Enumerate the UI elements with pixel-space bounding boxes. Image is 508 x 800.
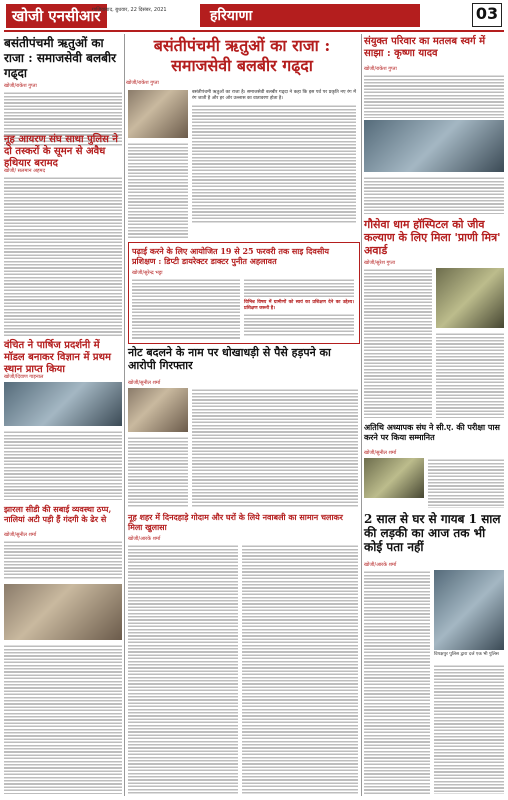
center-box-lines-right — [244, 278, 354, 298]
right-mid-photo — [436, 268, 504, 328]
nuh-body — [128, 544, 238, 794]
left-mid-body — [4, 176, 122, 336]
notebandi-lines — [192, 388, 358, 508]
lead-body-text: बसंतीपंचमी ऋतुओं का राजा है। समाजसेवी बलबीर गढ्दा ने कहा कि इस पर्व पर प्रकृति नए रंग में रंग जाती है और हर ओर उल्लास का वातावरण होता है। — [192, 90, 356, 101]
left-bottom-headline-box — [4, 504, 122, 530]
notebandi-body — [192, 388, 358, 508]
center-box-lines-left — [132, 278, 240, 340]
left-bottom-body2 — [4, 644, 122, 794]
column-divider-1 — [124, 34, 125, 796]
teacher-photo — [364, 458, 424, 498]
nuh-body2 — [242, 544, 358, 794]
left-vaccine-lines — [4, 430, 122, 500]
nuh-byline-box — [128, 534, 358, 542]
lead-byline-box — [126, 78, 358, 86]
lead-body-col2-lines — [128, 142, 188, 238]
left-vaccine-byline: खोजी/दिवाण गाइनाल — [4, 374, 44, 380]
right-mid-headline: गौसेवा धाम हॉस्पिटल को जीव कल्याण के लिए मिला 'प्राणी मित्र' अवार्ड — [364, 218, 501, 257]
left-vaccine-photo — [4, 382, 122, 426]
lead-body — [192, 90, 356, 238]
center-box-lines-right2 — [244, 313, 354, 337]
right-top-headline: संयुक्त परिवार का मतलब स्वर्ग में साझा : कृष्णा यादव — [364, 36, 486, 59]
notebandi-byline-box — [128, 378, 358, 386]
center-box-headline-wrap — [132, 246, 354, 268]
left-mid-byline-box — [4, 166, 122, 174]
notebandi-byline: खोजी/सुनील शर्मा — [128, 380, 161, 386]
right-mid-headline-box — [364, 218, 504, 258]
center-box-byline-wrap — [132, 268, 354, 276]
teacher-headline: अतिथि अध्यापक संघ ने सी.ए. की परीक्षा पास करने पर किया सम्मानित — [364, 422, 500, 442]
missing-body2 — [434, 664, 504, 794]
page-number: 03 — [472, 3, 502, 27]
lead-headline-box — [126, 36, 358, 76]
left-mid-headline: नूह आयरण संघ साथा पुलिस ने दो तस्करों के सूमन से अवैध हथियार बरामद — [4, 134, 118, 169]
right-mid-byline-box — [364, 258, 504, 266]
missing-headline-box — [364, 512, 504, 560]
nuh-lines2 — [242, 544, 358, 794]
left-top-headline: बसंतीपंचमी ऋतुओं का राजा : समाजसेवी बलबीर गढ्दा — [4, 36, 117, 80]
dateline: गाज़ियाबाद, बुधवार, 22 दिसंबर, 2021 — [92, 7, 167, 13]
nuh-headline-box — [128, 512, 358, 534]
teacher-headline-box — [364, 422, 504, 448]
nuh-byline: खोजी/आरके शर्मा — [128, 536, 161, 542]
notebandi-photo — [128, 388, 188, 432]
left-bottom-body — [4, 540, 122, 580]
left-vaccine-headline: वंचित ने पार्षिज प्रदर्शनी में मॉडल बनाकर विज्ञान में प्रथम स्थान प्राप्त किया — [4, 340, 111, 375]
teacher-byline-box — [364, 448, 504, 456]
missing-headline: 2 साल से घर से गायब 1 साल की लड़की का आज तक भी कोई पता नहीं — [364, 512, 501, 554]
lead-byline: खोजी/राकेश गुप्ता — [126, 80, 159, 86]
left-bottom-headline: झारला सीडी की सबाई व्यवस्था ठप्प, नालियां अटी पड़ी हैं गंदगी के ढेर से — [4, 504, 112, 524]
notebandi-headline: नोट बदलने के नाम पर धोखाधड़ी से पैसे हड़पने का आरोपी गिरफ्तार — [128, 346, 331, 372]
left-vaccine-byline-box — [4, 372, 122, 380]
lead-headline: बसंतीपंचमी ऋतुओं का राजा : समाजसेवी बलबीर गढ्दा — [153, 36, 331, 75]
right-mid-body2 — [436, 332, 504, 418]
right-top-body2 — [364, 176, 504, 214]
right-top-byline-box — [364, 64, 504, 72]
column-divider-2 — [361, 34, 362, 796]
notebandi-body2 — [128, 436, 188, 508]
left-bottom-photo — [4, 584, 122, 640]
right-top-body — [364, 74, 504, 118]
right-top-lines — [364, 74, 504, 118]
nuh-lines — [128, 544, 238, 794]
right-mid-lines2 — [436, 332, 504, 418]
header-rule — [4, 30, 504, 32]
notebandi-lines2 — [128, 436, 188, 508]
left-mid-headline-box — [4, 134, 122, 169]
center-box-body-left — [132, 278, 240, 340]
left-top-byline: खोजी/राकेश गुप्ता — [4, 83, 37, 89]
lead-body-lines — [192, 104, 356, 224]
center-box-headline: पढ़ाई करने के लिए आयोजित 19 से 25 फरवरी तक साइ दिवसीय प्रशिक्षण : डिप्टी डायरेक्टर डाक्टर पुनीत अहलावत — [132, 246, 329, 266]
right-mid-lines — [364, 268, 432, 418]
right-top-byline: खोजी/राकेश गुप्ता — [364, 66, 397, 72]
lead-body-col2 — [128, 142, 188, 238]
missing-photo — [434, 570, 504, 650]
missing-byline: खोजी/आरके शर्मा — [364, 562, 397, 568]
right-top-lines2 — [364, 176, 504, 214]
teacher-byline: खोजी/सुनील शर्मा — [364, 450, 397, 456]
masthead-bar — [0, 0, 508, 30]
left-mid-lines — [4, 176, 122, 336]
missing-lines — [364, 570, 430, 794]
missing-caption: विपक्षपुर पुलिस द्वारा दर्ज एक भी पुलिस — [434, 652, 499, 657]
missing-caption-box — [434, 652, 504, 662]
missing-lines2 — [434, 664, 504, 794]
lead-photo — [128, 90, 188, 138]
left-bottom-byline: खोजी/सुनील शर्मा — [4, 532, 37, 538]
missing-byline-box — [364, 560, 504, 568]
missing-body — [364, 570, 430, 794]
right-mid-body — [364, 268, 432, 418]
nuh-headline: नूह शहर में दिनदहाड़े गोदाम और घरों के लिये नवाबली का सामान चलाकर मिला खुलासा — [128, 512, 343, 532]
left-vaccine-headline-box — [4, 340, 122, 375]
center-box-byline: खोजी/सुरेन्द्र भट्टा — [132, 270, 163, 276]
teacher-lines — [428, 458, 504, 508]
center-box-body-right — [244, 278, 354, 340]
highlight-box: विभिन्न विषय में ग्रामीणों को स्वयं का प्रशिक्षण देने का उद्देश्य। प्रशिक्षण जरूरी है। — [244, 300, 354, 311]
masthead-logo: खोजी एनसीआर — [6, 4, 107, 28]
right-mid-byline: खोजी/सुरेश गुप्ता — [364, 260, 395, 266]
left-mid-byline: खोजी/ सलमान अहमद — [4, 168, 46, 174]
left-bottom-byline-box — [4, 530, 122, 538]
left-bottom-lines — [4, 540, 122, 580]
left-vaccine-body — [4, 430, 122, 500]
notebandi-headline-box — [128, 346, 358, 376]
section-title: हरियाणा — [200, 4, 420, 27]
right-top-photo — [364, 120, 504, 172]
teacher-body — [428, 458, 504, 508]
left-top-article — [4, 36, 122, 131]
right-top-headline-box — [364, 36, 504, 66]
left-bottom-lines2 — [4, 644, 122, 794]
